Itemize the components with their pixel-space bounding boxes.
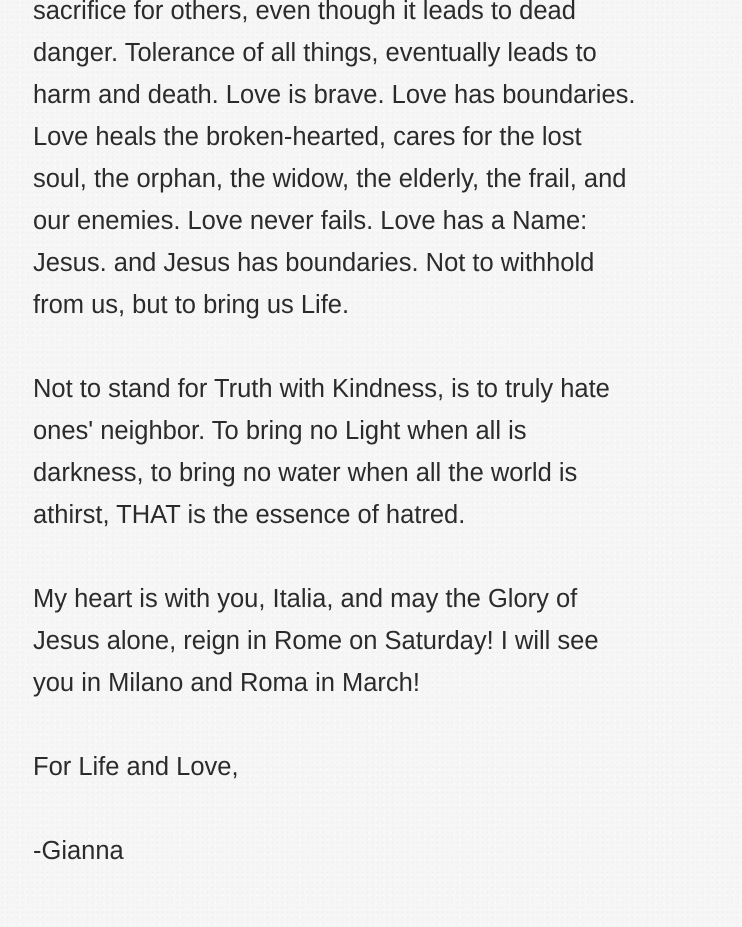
- closing-line: For Life and Love,: [33, 753, 239, 781]
- note-body: [33, 0, 733, 872]
- text-line: athirst, THAT is the essence of hatred.: [33, 501, 466, 529]
- paragraph-italia: [33, 578, 733, 704]
- text-line: ones' neighbor. To bring no Light when all is: [33, 417, 527, 445]
- paragraph-love: [33, 32, 733, 326]
- text-line: Not to stand for Truth with Kindness, is to truly hate: [33, 375, 610, 403]
- text-line: Jesus alone, reign in Rome on Saturday! I will see: [33, 627, 599, 655]
- text-line: our enemies. Love never fails. Love has a Name:: [33, 207, 588, 235]
- text-line: harm and death. Love is brave. Love has boundaries.: [33, 81, 636, 109]
- text-line: from us, but to bring us Life.: [33, 291, 350, 319]
- paragraph-truth: [33, 368, 733, 536]
- paragraph-gap: [33, 536, 733, 578]
- text-line: you in Milano and Roma in March!: [33, 669, 420, 697]
- paragraph-gap: [33, 326, 733, 368]
- text-line: Jesus. and Jesus has boundaries. Not to withhold: [33, 249, 595, 277]
- text-line: danger. Tolerance of all things, eventually leads to: [33, 39, 597, 67]
- clipped-top-line: sacrifice for others, even though it leads to dead: [33, 0, 576, 25]
- text-line: darkness, to bring no water when all the world is: [33, 459, 578, 487]
- paragraph-gap: [33, 788, 733, 830]
- signature: -Gianna: [33, 837, 124, 865]
- text-line: Love heals the broken-hearted, cares for the lost: [33, 123, 582, 151]
- paragraph-gap: [33, 704, 733, 746]
- text-line: My heart is with you, Italia, and may the Glory of: [33, 585, 578, 613]
- text-line: soul, the orphan, the widow, the elderly, the frail, and: [33, 165, 627, 193]
